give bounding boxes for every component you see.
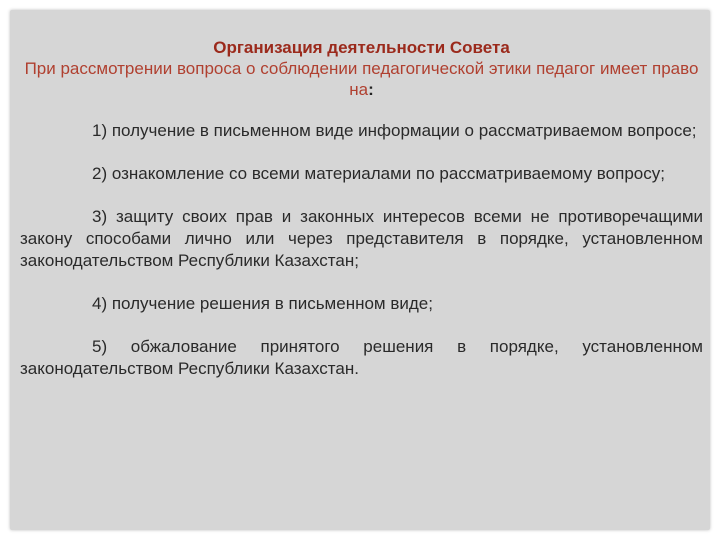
rights-item-2: 2) ознакомление со всеми материалами по рассматриваемому вопросу;	[92, 164, 665, 183]
slide-title: Организация деятельности Совета	[213, 38, 510, 57]
slide-subtitle-text: При рассмотрении вопроса о соблюдении педагогической этики педагог имеет право на	[24, 59, 699, 99]
slide	[10, 10, 710, 530]
rights-item-3: 3) защиту своих прав и законных интересов всеми не противоречащими закону способами лично или через представителя в порядке, установленном законодательством Республики Казахстан;	[20, 207, 703, 270]
slide-subtitle	[20, 58, 703, 100]
rights-item-4: 4) получение решения в письменном виде;	[92, 294, 433, 313]
rights-item-1: 1) получение в письменном виде информации о рассматриваемом вопросе;	[92, 121, 697, 140]
rights-list	[20, 120, 703, 380]
rights-item-5: 5) обжалование принятого решения в порядке, установленном законодательством Республики Казахстан.	[20, 337, 703, 378]
slide-subtitle-colon: :	[368, 80, 374, 99]
slide-content	[20, 38, 703, 401]
